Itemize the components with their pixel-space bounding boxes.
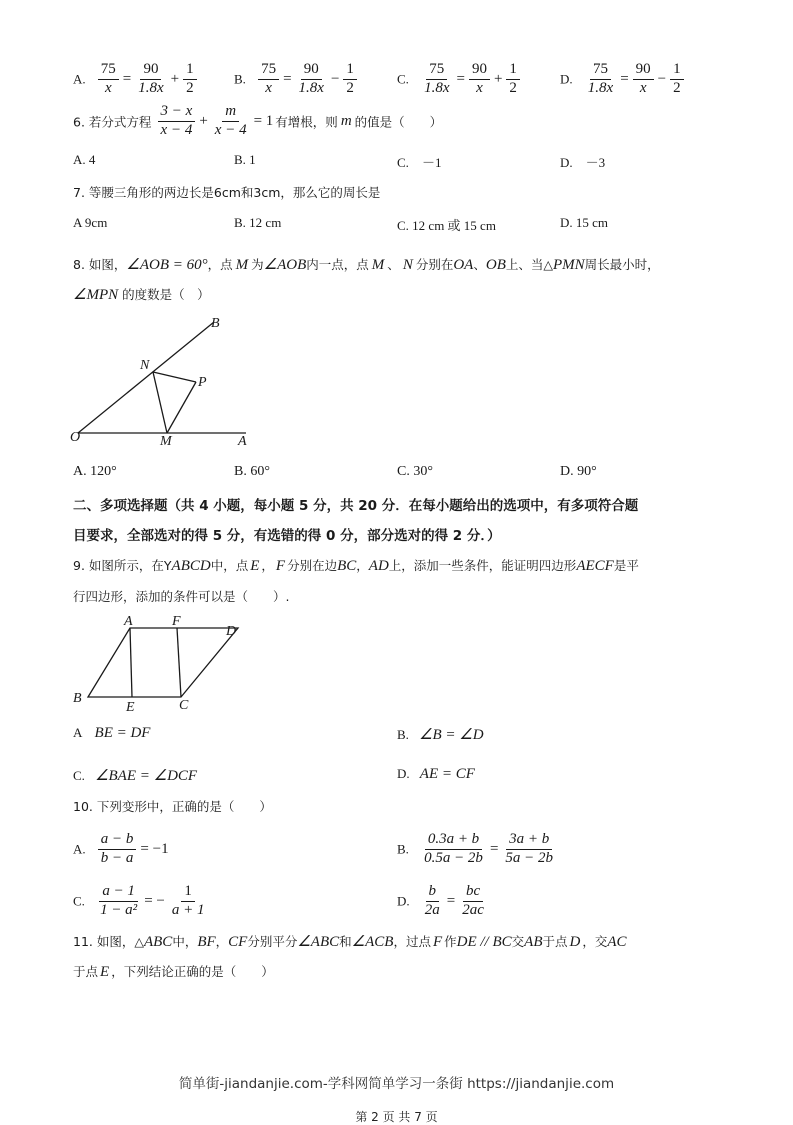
q8-stem-line2: ∠MPN 的度数是（ ） <box>73 287 210 303</box>
fraction: $\frac{a - b}{b - a}$ <box>98 832 137 867</box>
q7-option-b[interactable]: B. 12 cm <box>234 215 282 230</box>
q5-options <box>0 62 793 104</box>
label-e: E <box>126 700 135 715</box>
option-label: D. <box>560 71 573 87</box>
label-b: B <box>73 691 82 706</box>
label-a: A <box>124 614 133 629</box>
q8-stem-line1: 8. 如图，∠AOB = 60°，点 M 为∠AOB内一点，点 M 、 N 分别在OA、OB上、当△PMN周长最小时， <box>73 257 660 273</box>
q5-option-c[interactable]: C. $\frac{75}{1.8x}$ = $\frac{90}{x}$ + $\frac{1}{2}$ <box>397 62 522 97</box>
segment-fc <box>177 628 181 697</box>
segment-nm <box>153 372 167 433</box>
fraction: $\frac{b}{2a}$ <box>424 883 440 918</box>
q6-option-c[interactable]: C. －1 <box>397 155 442 170</box>
fraction: $\frac{90}{x}$ <box>633 62 654 97</box>
q10-option-a[interactable]: A. $\frac{a - b}{b - a}$ = −1 <box>73 831 169 866</box>
q8-figure <box>68 312 258 452</box>
segment-pm <box>167 382 196 433</box>
q9-option-c[interactable]: C. ∠BAE = ∠DCF <box>73 768 198 784</box>
q10-option-b[interactable]: B. $\frac{0.3a + b}{0.5a - 2b}$ = $\frac{3a + b}{5a - 2b}$ <box>397 832 558 867</box>
label-a: A <box>238 434 247 449</box>
fraction: $\frac{0.3a + b}{0.5a - 2b}$ <box>424 831 483 866</box>
fraction: $\frac{1}{2}$ <box>506 62 520 97</box>
fraction: $\frac{m}{x - 4}$ <box>214 103 247 138</box>
q7-option-a[interactable]: A 9cm <box>73 215 108 230</box>
fraction: $\frac{3 - x}{x - 4}$ <box>158 104 196 139</box>
label-p: P <box>198 375 207 390</box>
q6-stem: 6. 若分式方程 $\frac{3 - x}{x - 4}$ + $\frac{m}{x - 4}$ = 1 有增根，则 m 的值是（ ） <box>73 103 443 138</box>
q9-stem-line2: 行四边形，添加的条件可以是（ ）. <box>73 589 290 604</box>
label-f: F <box>172 614 181 629</box>
q10-option-d[interactable]: D. $\frac{b}{2a}$ = $\frac{bc}{2ac}$ <box>397 884 489 919</box>
q8-option-a[interactable]: A. 120° <box>73 464 117 479</box>
fraction: $\frac{90}{1.8x}$ <box>138 61 164 96</box>
fraction: $\frac{90}{x}$ <box>469 62 490 97</box>
q7-option-d[interactable]: D. 15 cm <box>560 215 609 230</box>
q6-option-d[interactable]: D. －3 <box>560 155 606 170</box>
label-c: C <box>179 698 189 713</box>
fraction: $\frac{bc}{2ac}$ <box>462 883 484 918</box>
label-m: M <box>160 434 172 449</box>
q5-option-d[interactable]: D. $\frac{75}{1.8x}$ = $\frac{90}{x}$ − $\frac{1}{2}$ <box>560 62 686 97</box>
q7-stem: 7. 等腰三角形的两边长是6cm和3cm，那么它的周长是 <box>73 185 381 200</box>
q5-option-b[interactable]: B. $\frac{75}{x}$ = $\frac{90}{1.8x}$ − $\frac{1}{2}$ <box>234 62 359 97</box>
fraction: $\frac{1}{a + 1}$ <box>171 883 205 918</box>
ray-ob <box>78 322 214 433</box>
section-heading: 二、多项选择题（共 4 小题，每小题 5 分，共 20 分．在每小题给出的选项中，有多项符合题 <box>73 498 639 514</box>
fraction: $\frac{3a + b}{5a - 2b}$ <box>505 831 554 866</box>
fraction: $\frac{90}{1.8x}$ <box>298 61 324 96</box>
q8-option-b[interactable]: B. 60° <box>234 464 270 479</box>
footer-watermark: 简单街-jiandanjie.com-学科网简单学习一条街 https://jiandanjie.com <box>178 1076 615 1092</box>
q10-stem: 10. 下列变形中，正确的是（ ） <box>73 799 272 814</box>
q10-option-c[interactable]: C. $\frac{a - 1}{\text{1 − a²}}$ = − $\frac{1}{a + 1}$ <box>73 884 209 919</box>
fraction: $\frac{75}{1.8x}$ <box>587 61 614 96</box>
q5-option-a[interactable]: A. $\frac{75}{x}$ = $\frac{90}{1.8x}$ + $\frac{1}{2}$ <box>73 62 199 97</box>
fraction: $\frac{a - 1}{\text{1 − a²}}$ <box>100 883 138 918</box>
segment-ae <box>130 628 132 697</box>
q6-option-a[interactable]: A. 4 <box>73 152 96 167</box>
fraction: $\frac{1}{2}$ <box>183 62 197 97</box>
q9-option-d[interactable]: D. AE = CF <box>397 766 475 782</box>
option-label: C. <box>397 71 409 87</box>
q8-option-d[interactable]: D. 90° <box>560 464 597 479</box>
label-b: B <box>211 316 220 331</box>
label-d: D <box>226 624 237 639</box>
page-number: 第 2 页 共 7 页 <box>355 1110 438 1124</box>
q11-stem-line2: 于点 E ，下列结论正确的是（ ） <box>73 964 274 980</box>
label-n: N <box>140 358 150 373</box>
parallelogram-abcd <box>88 628 238 697</box>
option-label: A. <box>73 71 86 87</box>
q6-option-b[interactable]: B. 1 <box>234 152 256 167</box>
label-o: O <box>70 430 81 445</box>
fraction: $\frac{1}{2}$ <box>670 62 684 97</box>
q11-stem-line1: 11. 如图，△ABC中，BF，CF分别平分∠ABC和∠ACB，过点 F 作DE // BC交AB于点 D ，交AC <box>73 934 627 950</box>
section-heading-cont: 目要求，全部选对的得 5 分，有选错的得 0 分，部分选对的得 2 分．） <box>73 528 501 544</box>
option-label: B. <box>234 71 246 87</box>
q8-option-c[interactable]: C. 30° <box>397 464 433 479</box>
segment-np <box>153 372 196 382</box>
q9-option-a[interactable]: A BE = DF <box>73 725 151 741</box>
fraction: $\frac{75}{1.8x}$ <box>424 61 450 96</box>
q9-option-b[interactable]: B. ∠B = ∠D <box>397 727 484 743</box>
q9-stem-line1: 9. 如图所示，在YABCD中，点 E ， F 分别在边BC，AD上，添加一些条件，能证明四边形AECF是平 <box>73 558 639 574</box>
fraction: $\frac{75}{x}$ <box>98 62 119 97</box>
q7-option-c[interactable]: C. 12 cm 或 15 cm <box>397 218 496 233</box>
q9-figure <box>68 610 258 715</box>
fraction: $\frac{75}{x}$ <box>258 62 279 97</box>
fraction: $\frac{1}{2}$ <box>343 62 357 97</box>
